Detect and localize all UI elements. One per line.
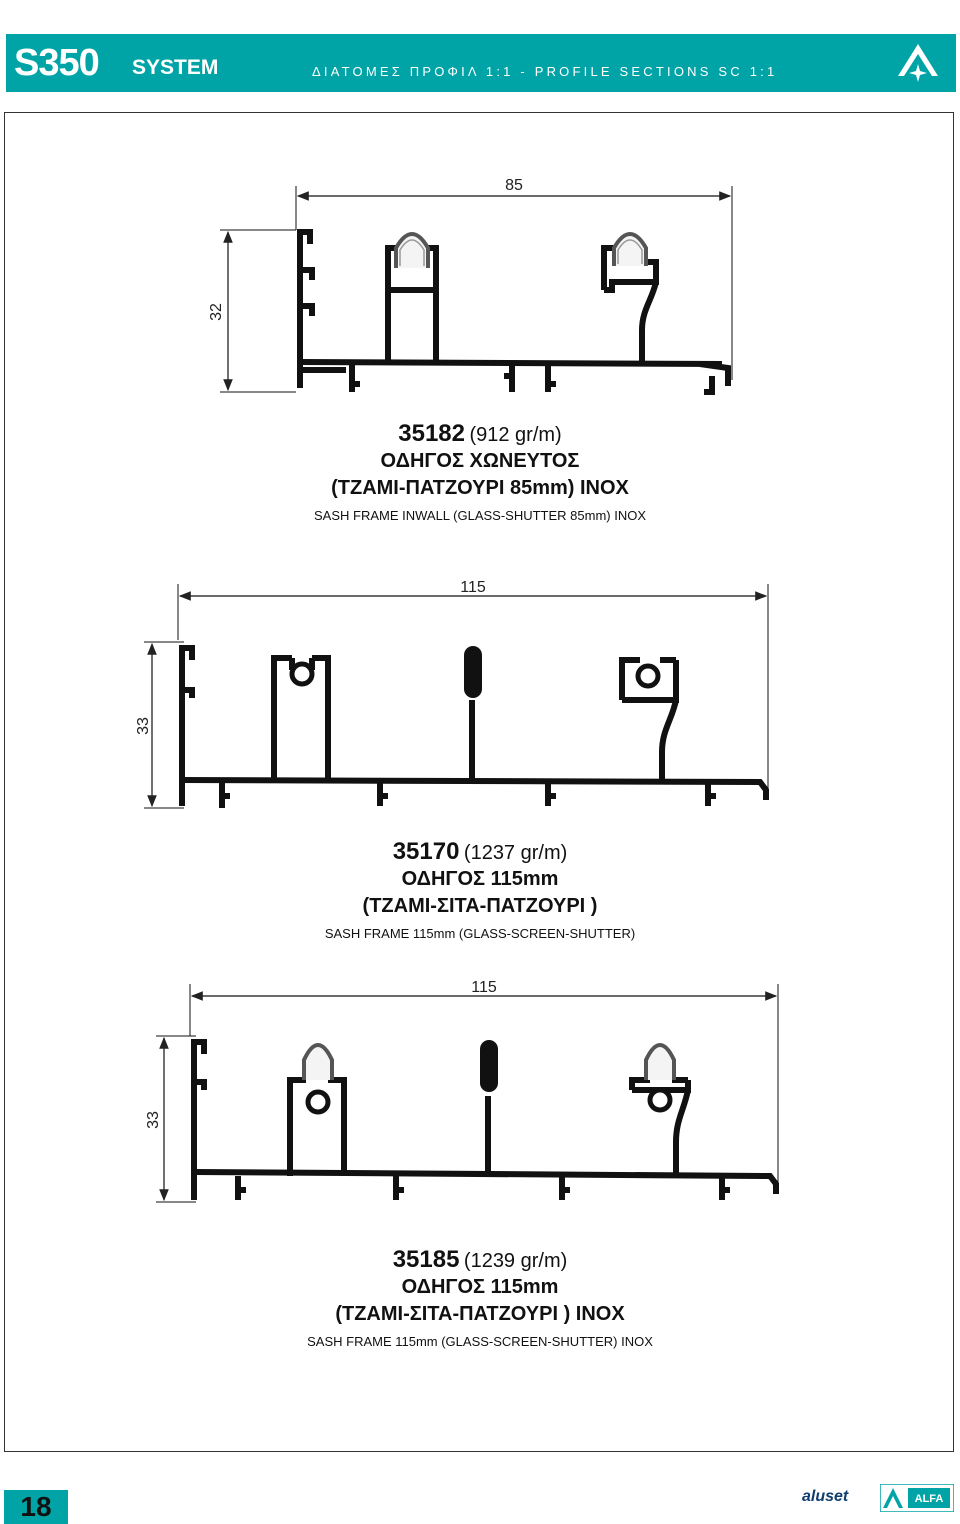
profile-35170-height-label: 33	[135, 717, 152, 735]
profile-code: 35182	[398, 420, 466, 447]
profile-35185-width-label: 115	[471, 979, 497, 996]
profile-35182-width-label: 85	[505, 177, 523, 194]
profile-name-greek: ΟΔΗΓΟΣ ΧΩΝΕΥΤΟΣ	[380, 450, 580, 472]
system-label: SYSTEM	[132, 56, 219, 79]
alfa-logo	[880, 1484, 954, 1512]
profile-weight: (912 gr/m)	[469, 424, 562, 446]
profile-name-english: SASH FRAME 115mm (GLASS-SCREEN-SHUTTER)	[324, 926, 636, 941]
profile-35182-drawing	[220, 186, 732, 392]
profile-code: 35170	[392, 838, 460, 865]
profile-35185-caption	[0, 1246, 960, 1349]
profile-name-greek-detail: (ΤΖΑΜΙ-ΠΑΤΖΟΥΡΙ 85mm) INOX	[331, 477, 629, 499]
page-number: 18	[4, 1490, 68, 1524]
profile-35185-height-label: 33	[145, 1111, 162, 1129]
profile-35170-drawing	[144, 584, 768, 808]
profile-35182-height-label: 32	[208, 303, 225, 321]
profile-name-english: SASH FRAME 115mm (GLASS-SCREEN-SHUTTER) INOX	[307, 1334, 653, 1349]
profile-name-greek-detail: (ΤΖΑΜΙ-ΣΙΤΑ-ΠΑΤΖΟΥΡΙ ) INOX	[335, 1303, 625, 1325]
profile-name-greek: ΟΔΗΓΟΣ 115mm	[401, 868, 559, 890]
alfa-logo-text: ALFA	[914, 1493, 944, 1505]
profile-name-greek-detail: (ΤΖΑΜΙ-ΣΙΤΑ-ΠΑΤΖΟΥΡΙ )	[362, 895, 598, 917]
profile-35182-caption	[0, 420, 960, 523]
aluset-logo: aluset	[802, 1488, 849, 1505]
profile-name-english: SASH FRAME INWALL (GLASS-SHUTTER 85mm) INOX	[313, 508, 647, 523]
profile-35170-caption	[0, 838, 960, 941]
profile-weight: (1239 gr/m)	[463, 1250, 568, 1272]
profile-name-greek: ΟΔΗΓΟΣ 115mm	[401, 1276, 559, 1298]
profile-weight: (1237 gr/m)	[463, 842, 568, 864]
profile-35185-drawing	[156, 984, 778, 1202]
header-subtitle: ΔΙΑΤΟΜΕΣ ΠΡΟΦΙΛ 1:1 - PROFILE SECTIONS SC 1:1	[312, 64, 778, 79]
system-code: S350	[14, 42, 99, 84]
profile-35170-width-label: 115	[460, 579, 486, 596]
profile-code: 35185	[392, 1246, 460, 1273]
